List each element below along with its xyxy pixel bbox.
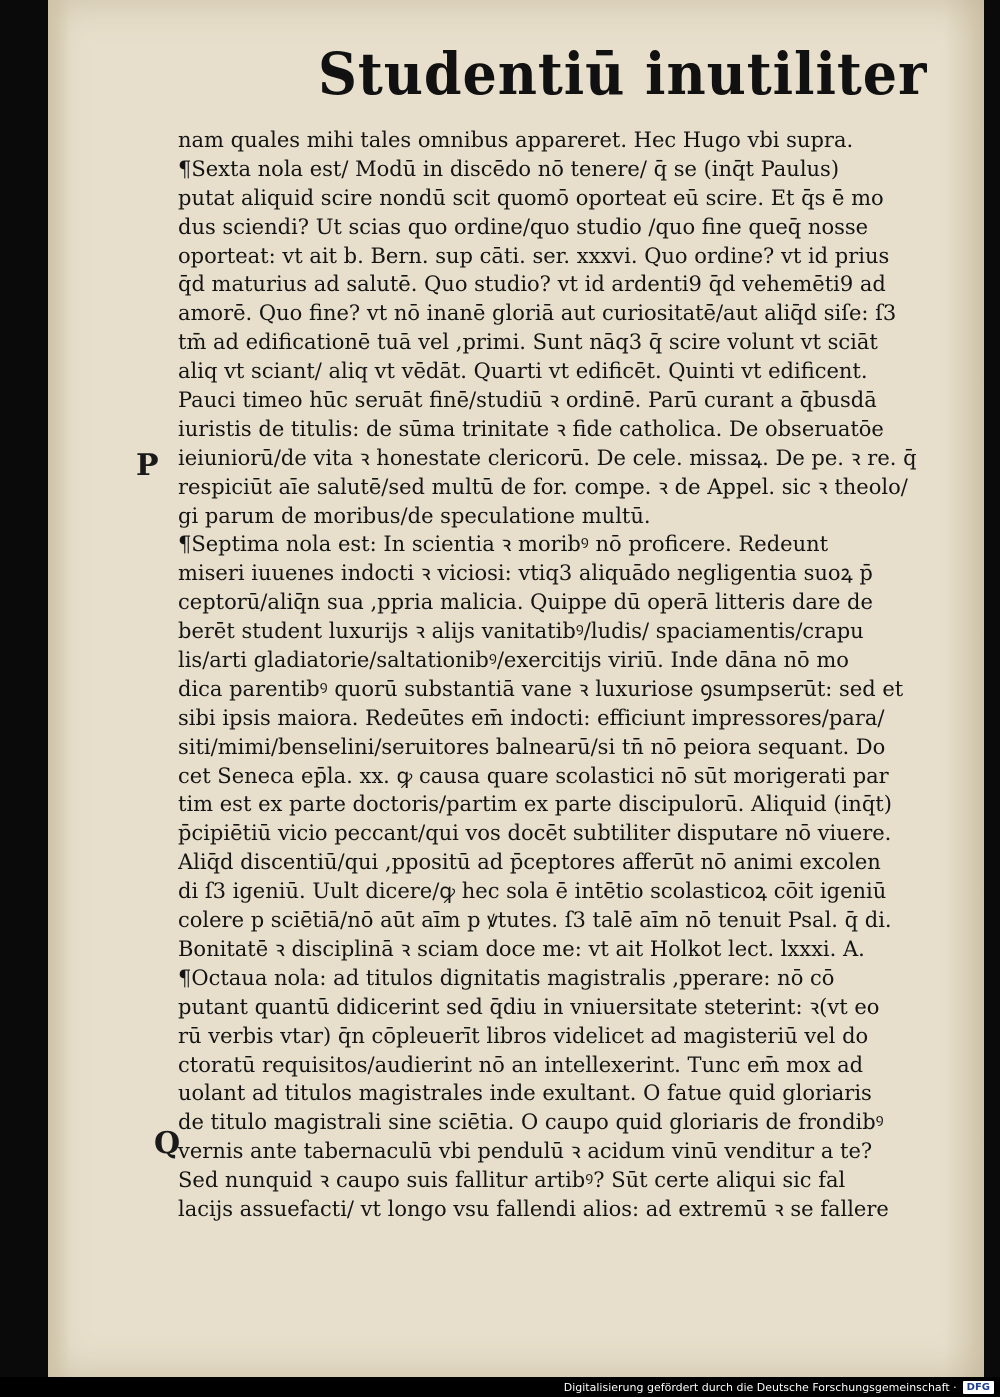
text-line: cet Seneca ep̄la. xx. ꝙ causa quare scolastici nō sūt morigerati par bbox=[178, 763, 889, 788]
text-line: uolant ad titulos magistrales inde exultant. O fatue quid gloriaris bbox=[178, 1081, 872, 1106]
text-line: de titulo magistrali sine sciētia. O caupo quid gloriaris de frondibꝰ bbox=[178, 1110, 884, 1135]
text-line: aliq vt sciant/ aliq vt vēdāt. Quarti vt edificēt. Quinti vt edificent. bbox=[178, 359, 868, 384]
funding-notice: Digitalisierung gefördert durch die Deutsche Forschungsgemeinschaft · bbox=[563, 1380, 957, 1394]
text-line: ¶Sexta nola est/ Modū in discēdo nō tenere/ q̄ se (inq̄t Paulus) bbox=[178, 156, 840, 181]
text-line: Aliq̄d discentiū/qui ,ppositū ad p̄ceptores afferūt nō animi excolen bbox=[178, 850, 881, 875]
text-line: respiciūt aīe salutē/sed multū de for. compe. ꝛ de Appel. sic ꝛ theolo/ bbox=[178, 474, 908, 499]
text-line: dica parentibꝰ quorū substantiā vane ꝛ luxuriose ꝯsumpserūt: sed et bbox=[178, 676, 904, 701]
footer-bar bbox=[0, 1377, 1000, 1397]
text-line: berēt student luxurijs ꝛ alijs vanitatibꝰ/ludis/ spaciamentis/crapu bbox=[178, 619, 864, 644]
text-block bbox=[178, 126, 966, 1224]
text-line: ctoratū requisitos/audierint nō an intellexerint. Tunc em̄ mox ad bbox=[178, 1052, 864, 1077]
text-line: Sed nunquid ꝛ caupo suis fallitur artibꝰ? Sūt certe aliqui sic fal bbox=[178, 1168, 846, 1193]
text-line: amorē. Quo fine? vt nō inanē gloriā aut curiositatē/aut aliq̄d siſe: ſ3 bbox=[178, 301, 897, 326]
page-gutter-shadow bbox=[48, 0, 70, 1377]
text-line: lacijs assuefacti/ vt longo vsu fallendi alios: ad extremū ꝛ se fallere bbox=[178, 1196, 889, 1221]
text-line: colere p sciētiā/nō aūt aīm p ꝟtutes. ſ3 talē aīm nō tenuit Psal. q̄ di. bbox=[178, 908, 892, 933]
text-line: dus sciendi? Ut scias quo ordine/quo studio /quo fine queq̄ nosse bbox=[178, 214, 869, 239]
text-line: miseri iuuenes indocti ꝛ viciosi: vtiq3 aliquādo negligentia suoꝝ p̄ bbox=[178, 561, 873, 586]
text-line: vernis ante tabernaculū vbi pendulū ꝛ acidum vinū venditur a te? bbox=[178, 1139, 873, 1164]
text-line: putat aliquid scire nondū scit quomō oporteat eū scire. Et q̄s ē mo bbox=[178, 185, 884, 210]
marginal-letter-p: P bbox=[136, 448, 159, 483]
text-line: oporteat: vt ait b. Bern. sup cāti. ser. xxxvi. Quo ordine? vt id prius bbox=[178, 243, 890, 268]
running-head: Studentiū inutiliter bbox=[318, 40, 928, 108]
text-line: Bonitatē ꝛ disciplinā ꝛ sciam doce me: vt ait Holkot lect. lxxxi. A. bbox=[178, 936, 865, 961]
text-line: ceptorū/aliq̄n sua ,ppria malicia. Quippe dū operā litteris dare de bbox=[178, 590, 873, 615]
text-line: sibi ipsis maiora. Redeūtes em̄ indocti: efficiunt impressores/para/ bbox=[178, 705, 885, 730]
text-line: ¶Octaua nola: ad titulos dignitatis magistralis ,pperare: nō cō bbox=[178, 965, 835, 990]
text-line: siti/mimi/benselini/seruitores balnearū/si tn̄ nō peiora sequant. Do bbox=[178, 734, 886, 759]
text-line: putant quantū didicerint sed q̄diu in vniuersitate steterint: ꝛ(vt eo bbox=[178, 994, 880, 1019]
text-line: gi parum de moribus/de speculatione multū. bbox=[178, 503, 651, 528]
text-line: lis/arti gladiatorie/saltationibꝰ/exercitijs viriū. Inde dāna nō mo bbox=[178, 648, 849, 673]
marginal-letter-q: Q bbox=[154, 1126, 181, 1161]
text-line: ¶Septima nola est: In scientia ꝛ moribꝰ nō proficere. Redeunt bbox=[178, 532, 829, 557]
text-line: q̄d maturius ad salutē. Quo studio? vt id ardenti9 q̄d vehemēti9 ad bbox=[178, 272, 886, 297]
text-line: tim est ex parte doctoris/partim ex parte discipulorū. Aliquid (inq̄t) bbox=[178, 792, 892, 817]
text-line: Pauci timeo hūc seruāt finē/studiū ꝛ ordinē. Parū curant a q̄busdā bbox=[178, 388, 877, 413]
text-line: rū verbis vtar) q̄n cōpleuerīt libros videlicet ad magisteriū vel do bbox=[178, 1023, 869, 1048]
dfg-logo: DFG bbox=[963, 1381, 994, 1394]
text-line: p̄cipiētiū vicio peccant/qui vos docēt subtiliter disputare nō viuere. bbox=[178, 821, 892, 846]
text-line: tm̄ ad edificationē tuā vel ,primi. Sunt nāq3 q̄ scire volunt vt sciāt bbox=[178, 330, 878, 355]
text-line: ieiuniorū/de vita ꝛ honestate clericorū. De cele. missaꝝ. De pe. ꝛ re. q̄ bbox=[178, 445, 917, 470]
text-line: nam quales mihi tales omnibus appareret. Hec Hugo vbi supra. bbox=[178, 128, 854, 152]
text-line: di ſ3 igeniū. Uult dicere/ꝙ hec sola ē intētio scolasticoꝝ cōit igeniū bbox=[178, 879, 887, 904]
text-line: iuristis de titulis: de sūma trinitate ꝛ fide catholica. De obseruatōe bbox=[178, 416, 884, 441]
